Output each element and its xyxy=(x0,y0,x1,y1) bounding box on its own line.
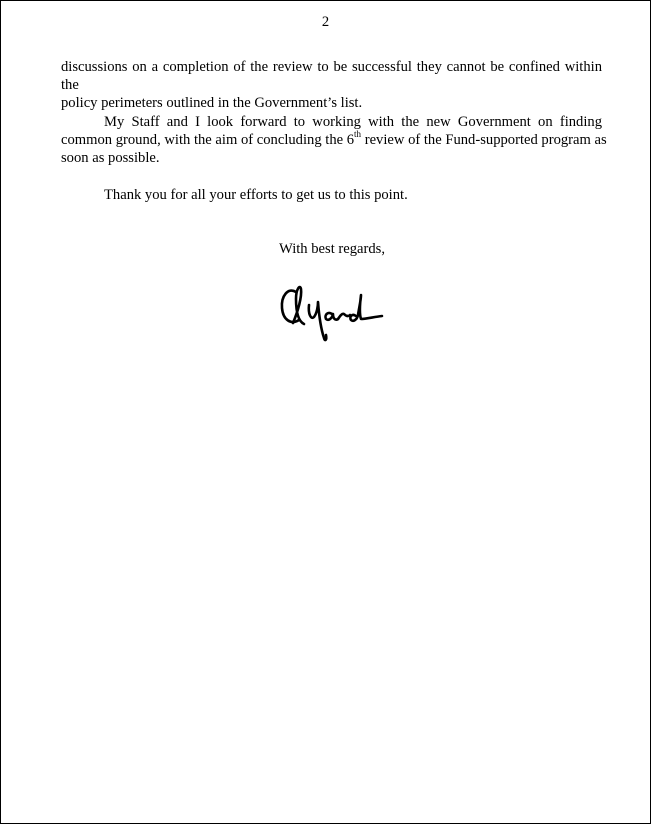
signature-image xyxy=(277,279,389,343)
paragraph-line-with-indent xyxy=(61,113,602,131)
paragraph-line xyxy=(61,129,607,149)
paragraph-line: soon as possible. xyxy=(61,150,160,166)
paragraph-line-text: My Staff and I look forward to working with the new Government on finding xyxy=(104,114,602,130)
paragraph-line: discussions on a completion of the review to be successful they cannot be confined within the xyxy=(61,59,602,93)
paragraph-thanks xyxy=(61,186,602,204)
page-number: 2 xyxy=(321,14,330,30)
paragraph-line: policy perimeters outlined in the Government’s list. xyxy=(61,95,363,111)
paragraph-line-with-indent xyxy=(61,186,602,204)
paragraph-line-text: review of the Fund-supported program as xyxy=(361,132,607,148)
paragraph-line-text: common ground, with the aim of concluding the 6 xyxy=(61,132,355,148)
closing-salutation: With best regards, xyxy=(279,241,385,257)
paragraph-line-text: Thank you for all your efforts to get us to this point. xyxy=(104,187,408,203)
ordinal-suffix: th xyxy=(354,129,362,140)
paragraph-continuation xyxy=(61,58,602,112)
paragraph-staff-forward xyxy=(61,113,607,167)
